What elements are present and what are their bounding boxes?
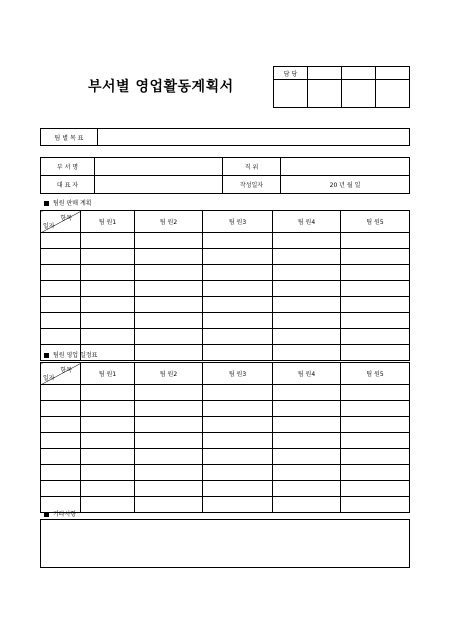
column-header: 팀 원4: [273, 363, 341, 385]
table-cell[interactable]: [81, 233, 135, 249]
table-cell[interactable]: [135, 313, 203, 329]
table-cell[interactable]: [203, 297, 273, 313]
table-cell[interactable]: [273, 385, 341, 401]
section-schedule-text: 팀원 영업 일정표: [53, 352, 98, 359]
column-header: 팀 원3: [203, 363, 273, 385]
table-cell[interactable]: [341, 417, 410, 433]
table-cell[interactable]: [341, 449, 410, 465]
approval-sign-2[interactable]: [308, 80, 342, 108]
table-cell[interactable]: [341, 401, 410, 417]
table-cell[interactable]: [41, 449, 81, 465]
table-cell[interactable]: [203, 265, 273, 281]
table-cell[interactable]: [203, 481, 273, 497]
table-cell[interactable]: [341, 265, 410, 281]
section-notes-text: 기타사항: [53, 511, 77, 518]
dept-field[interactable]: [95, 158, 223, 176]
table-cell[interactable]: [81, 385, 135, 401]
table-cell[interactable]: [273, 465, 341, 481]
corner-date-label: 일자: [43, 375, 55, 382]
sales-schedule-table: [40, 362, 410, 513]
table-cell[interactable]: [41, 417, 81, 433]
table-cell[interactable]: [273, 313, 341, 329]
table-row: [41, 401, 410, 417]
table-cell[interactable]: [203, 233, 273, 249]
table-cell[interactable]: [273, 449, 341, 465]
table-cell[interactable]: [41, 249, 81, 265]
table-cell[interactable]: [41, 297, 81, 313]
table-cell[interactable]: [203, 449, 273, 465]
table-cell[interactable]: [135, 345, 203, 361]
table-cell[interactable]: [135, 385, 203, 401]
table-cell[interactable]: [341, 313, 410, 329]
table-cell[interactable]: [135, 233, 203, 249]
table-cell[interactable]: [81, 249, 135, 265]
table-cell[interactable]: [341, 249, 410, 265]
document-title: 부서별 영업활동계획서: [88, 79, 234, 95]
table-cell[interactable]: [41, 265, 81, 281]
table-cell[interactable]: [273, 417, 341, 433]
table-row: [41, 385, 410, 401]
table-cell[interactable]: [41, 233, 81, 249]
corner-date-label: 일자: [43, 223, 55, 230]
table-cell[interactable]: [273, 497, 341, 513]
corner-cell: [41, 211, 81, 233]
table-cell[interactable]: [135, 297, 203, 313]
approval-box: [273, 66, 410, 108]
table-cell[interactable]: [135, 401, 203, 417]
table-cell[interactable]: [135, 417, 203, 433]
table-cell[interactable]: [203, 385, 273, 401]
table-row: [41, 281, 410, 297]
table-cell[interactable]: [135, 497, 203, 513]
table-cell[interactable]: [135, 433, 203, 449]
approval-header-3: [342, 67, 376, 80]
table-cell[interactable]: [273, 345, 341, 361]
sales-plan-table: [40, 210, 410, 361]
column-header: 팀 원2: [135, 211, 203, 233]
column-header: 팀 원2: [135, 363, 203, 385]
table-row: [41, 265, 410, 281]
approval-header-2: [308, 67, 342, 80]
table-row: [41, 417, 410, 433]
date-label: 작성일자: [223, 176, 281, 194]
table-cell[interactable]: [203, 497, 273, 513]
table-cell[interactable]: [341, 345, 410, 361]
table-row: [41, 313, 410, 329]
section-sales-plan-text: 팀원 판매 계획: [53, 200, 92, 207]
table-cell[interactable]: [203, 313, 273, 329]
table-cell[interactable]: [273, 265, 341, 281]
team-goal-table: [40, 128, 410, 146]
table-cell[interactable]: [203, 417, 273, 433]
rep-label: 대 표 자: [41, 176, 95, 194]
table-cell[interactable]: [81, 497, 135, 513]
table-cell[interactable]: [341, 481, 410, 497]
table-row: [41, 233, 410, 249]
rep-field[interactable]: [95, 176, 223, 194]
table-cell[interactable]: [273, 233, 341, 249]
team-goal-label: 팀 별 목 표: [41, 129, 98, 146]
table-cell[interactable]: [273, 249, 341, 265]
table-row: [41, 481, 410, 497]
table-cell[interactable]: [273, 481, 341, 497]
table-row: [41, 433, 410, 449]
column-header: 팀 원3: [203, 211, 273, 233]
table-cell[interactable]: [203, 329, 273, 345]
table-row: [41, 329, 410, 345]
team-goal-field[interactable]: [98, 129, 410, 146]
table-cell[interactable]: [273, 433, 341, 449]
table-cell[interactable]: [341, 329, 410, 345]
table-cell[interactable]: [81, 329, 135, 345]
table-cell[interactable]: [81, 297, 135, 313]
position-field[interactable]: [281, 158, 410, 176]
column-header: 팀 원1: [81, 211, 135, 233]
table-cell[interactable]: [81, 401, 135, 417]
table-cell[interactable]: [81, 265, 135, 281]
approval-sign-3[interactable]: [342, 80, 376, 108]
table-cell[interactable]: [135, 265, 203, 281]
table-cell[interactable]: [81, 313, 135, 329]
corner-cell: [41, 363, 81, 385]
table-row: [41, 465, 410, 481]
table-row: [41, 297, 410, 313]
table-row: [41, 249, 410, 265]
corner-item-label: 항목: [60, 367, 72, 374]
column-header: 팀 원5: [341, 363, 410, 385]
notes-field[interactable]: [40, 519, 410, 568]
approval-header-4: [376, 67, 410, 80]
table-cell[interactable]: [81, 433, 135, 449]
section-sales-plan-label: [44, 198, 92, 207]
table-cell[interactable]: [203, 281, 273, 297]
table-cell[interactable]: [41, 401, 81, 417]
table-cell[interactable]: [203, 401, 273, 417]
info-table: [40, 157, 410, 194]
table-cell[interactable]: [81, 449, 135, 465]
table-row: [41, 449, 410, 465]
column-header: 팀 원1: [81, 363, 135, 385]
position-label: 직 위: [223, 158, 281, 176]
table-cell[interactable]: [41, 481, 81, 497]
approval-header-manager: 담 당: [274, 67, 308, 80]
table-cell[interactable]: [41, 329, 81, 345]
table-cell[interactable]: [273, 401, 341, 417]
table-cell[interactable]: [273, 329, 341, 345]
table-cell[interactable]: [273, 297, 341, 313]
table-cell[interactable]: [203, 465, 273, 481]
table-cell[interactable]: [203, 249, 273, 265]
table-cell[interactable]: [203, 433, 273, 449]
square-bullet-icon: [44, 512, 49, 517]
table-row: [41, 497, 410, 513]
date-field[interactable]: 20 년 월 일: [281, 176, 410, 194]
table-cell[interactable]: [81, 465, 135, 481]
table-cell[interactable]: [81, 417, 135, 433]
table-cell[interactable]: [41, 465, 81, 481]
table-cell[interactable]: [81, 281, 135, 297]
approval-sign-4[interactable]: [376, 80, 410, 108]
table-cell[interactable]: [135, 449, 203, 465]
table-cell[interactable]: [341, 433, 410, 449]
table-cell[interactable]: [41, 281, 81, 297]
approval-sign-1[interactable]: [274, 80, 308, 108]
table-cell[interactable]: [41, 433, 81, 449]
table-cell[interactable]: [341, 385, 410, 401]
table-cell[interactable]: [341, 497, 410, 513]
table-cell[interactable]: [341, 297, 410, 313]
table-cell[interactable]: [135, 249, 203, 265]
section-schedule-label: [44, 350, 97, 359]
table-cell[interactable]: [135, 465, 203, 481]
table-cell[interactable]: [341, 233, 410, 249]
column-header: 팀 원4: [273, 211, 341, 233]
table-cell[interactable]: [135, 481, 203, 497]
table-cell[interactable]: [135, 281, 203, 297]
table-cell[interactable]: [41, 313, 81, 329]
table-cell[interactable]: [341, 281, 410, 297]
square-bullet-icon: [44, 353, 49, 358]
table-cell[interactable]: [203, 345, 273, 361]
table-cell[interactable]: [341, 465, 410, 481]
corner-item-label: 항목: [60, 215, 72, 222]
table-cell[interactable]: [41, 385, 81, 401]
column-header: 팀 원5: [341, 211, 410, 233]
square-bullet-icon: [44, 201, 49, 206]
table-cell[interactable]: [135, 329, 203, 345]
table-cell[interactable]: [81, 481, 135, 497]
section-notes-label: [44, 509, 76, 518]
table-cell[interactable]: [273, 281, 341, 297]
dept-label: 부 서 명: [41, 158, 95, 176]
